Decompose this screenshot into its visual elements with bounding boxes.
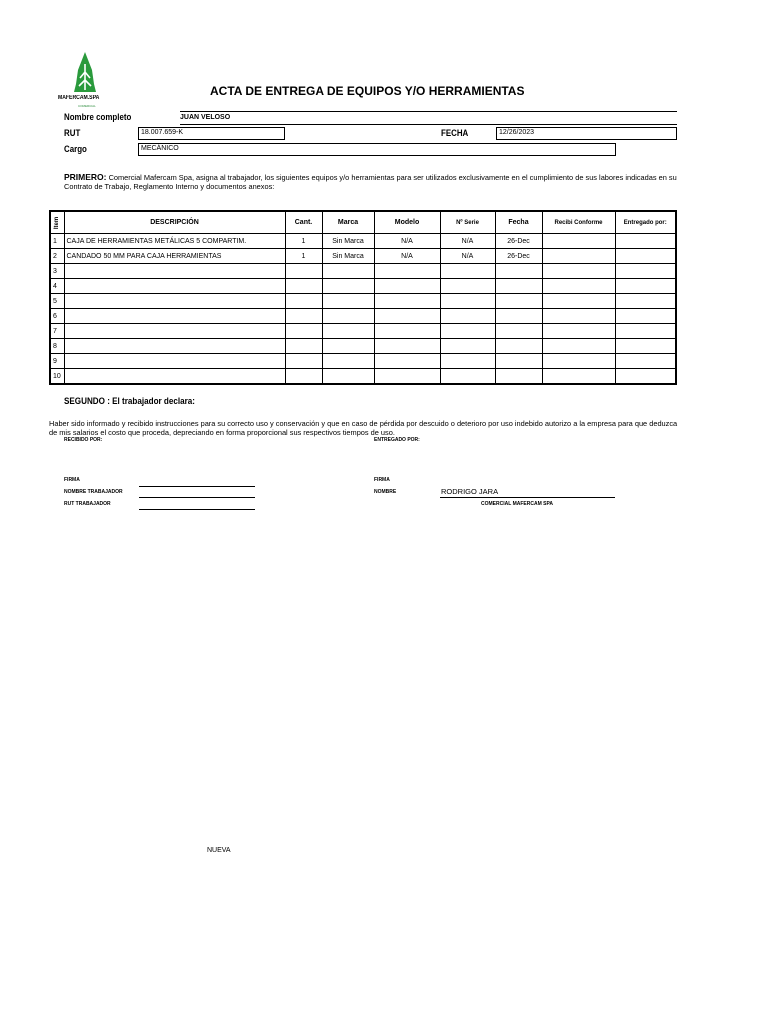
table-row xyxy=(50,339,676,354)
serie-cell[interactable] xyxy=(440,294,495,309)
item-number: 4 xyxy=(50,279,64,294)
recibi-conforme-cell[interactable] xyxy=(542,264,615,279)
marca-cell[interactable] xyxy=(322,369,374,385)
modelo-cell[interactable] xyxy=(374,264,440,279)
header-cant: Cant. xyxy=(285,211,322,234)
descripcion-cell[interactable] xyxy=(64,369,285,385)
segundo-paragraph: Haber sido informado y recibido instrucciones para su correcto uso y conservación y que en caso de pérdida por descuido o deterioro por uso indebido autorizo a la empresa para que deduzca de mis salarios el costo que proceda, depreciando en forma proporcional sus respectivos tiempos de uso. xyxy=(49,419,678,437)
table-row xyxy=(50,234,676,249)
fecha-cell[interactable]: 26-Dec xyxy=(495,249,542,264)
item-number: 6 xyxy=(50,309,64,324)
fecha-field[interactable]: 12/26/2023 xyxy=(496,127,677,140)
serie-cell[interactable] xyxy=(440,369,495,385)
entregado-por-cell[interactable] xyxy=(615,354,676,369)
cant-cell[interactable] xyxy=(285,324,322,339)
descripcion-cell[interactable]: CANDADO 50 MM PARA CAJA HERRAMIENTAS xyxy=(64,249,285,264)
entregado-por-cell[interactable] xyxy=(615,279,676,294)
serie-cell[interactable] xyxy=(440,324,495,339)
marca-cell[interactable]: Sin Marca xyxy=(322,234,374,249)
logo-subtitle: COMERCIAL xyxy=(78,104,96,108)
nombre-trabajador-line[interactable] xyxy=(139,497,255,498)
items-table xyxy=(49,210,677,385)
nombre-label: Nombre completo xyxy=(64,112,132,122)
fecha-cell[interactable] xyxy=(495,354,542,369)
modelo-cell[interactable] xyxy=(374,369,440,385)
table-header-row xyxy=(50,211,676,234)
recibi-conforme-cell[interactable] xyxy=(542,324,615,339)
rut-trabajador-label: RUT TRABAJADOR xyxy=(64,501,111,507)
descripcion-cell[interactable] xyxy=(64,264,285,279)
header-modelo: Modelo xyxy=(374,211,440,234)
logo-name: MAFERCAM.SPA xyxy=(58,95,100,101)
entregado-por-label: ENTREGADO POR: xyxy=(374,437,420,443)
modelo-cell[interactable] xyxy=(374,339,440,354)
table-row xyxy=(50,249,676,264)
serie-cell[interactable] xyxy=(440,279,495,294)
serie-cell[interactable]: N/A xyxy=(440,249,495,264)
nombre-entregador-value: RODRIGO JARA xyxy=(441,487,499,496)
serie-cell[interactable] xyxy=(440,264,495,279)
cant-cell[interactable] xyxy=(285,264,322,279)
modelo-cell[interactable]: N/A xyxy=(374,234,440,249)
cant-cell[interactable] xyxy=(285,279,322,294)
cargo-field[interactable]: MECÁNICO xyxy=(138,143,616,156)
fecha-cell[interactable] xyxy=(495,279,542,294)
entregado-por-cell[interactable] xyxy=(615,324,676,339)
cant-cell[interactable] xyxy=(285,354,322,369)
entregado-por-cell[interactable] xyxy=(615,369,676,385)
item-number: 7 xyxy=(50,324,64,339)
modelo-cell[interactable] xyxy=(374,354,440,369)
mafercam-logo xyxy=(62,52,108,110)
descripcion-cell[interactable] xyxy=(64,324,285,339)
recibi-conforme-cell[interactable] xyxy=(542,339,615,354)
rut-label: RUT xyxy=(64,128,81,138)
table-row xyxy=(50,309,676,324)
descripcion-cell[interactable] xyxy=(64,339,285,354)
header-entregado: Entregado por: xyxy=(615,211,676,234)
fecha-label: FECHA xyxy=(441,128,469,138)
header-serie: Nº Serie xyxy=(440,211,495,234)
table-row xyxy=(50,279,676,294)
modelo-cell[interactable] xyxy=(374,324,440,339)
fecha-cell[interactable] xyxy=(495,264,542,279)
nombre-value[interactable]: JUAN VELOSO xyxy=(180,112,677,125)
table-row xyxy=(50,294,676,309)
serie-cell[interactable] xyxy=(440,339,495,354)
recibi-conforme-cell[interactable] xyxy=(542,354,615,369)
cargo-label: Cargo xyxy=(64,144,87,154)
modelo-cell[interactable] xyxy=(374,294,440,309)
header-item: Item xyxy=(50,211,64,234)
entregado-por-cell[interactable] xyxy=(615,249,676,264)
company-name: COMERCIAL MAFERCAM SPA xyxy=(481,501,554,507)
item-number: 2 xyxy=(50,249,64,264)
cant-cell[interactable] xyxy=(285,339,322,354)
cant-cell[interactable] xyxy=(285,309,322,324)
recibido-por-label: RECIBIDO POR: xyxy=(64,437,103,443)
fecha-cell[interactable] xyxy=(495,294,542,309)
table-row xyxy=(50,354,676,369)
primero-label: PRIMERO: xyxy=(64,172,107,182)
fecha-cell[interactable] xyxy=(495,309,542,324)
modelo-cell[interactable] xyxy=(374,279,440,294)
rut-field[interactable]: 18.007.659-K xyxy=(138,127,285,140)
primero-paragraph xyxy=(64,173,684,191)
entregado-por-cell[interactable] xyxy=(615,234,676,249)
header-fecha: Fecha xyxy=(495,211,542,234)
nombre-label-right: NOMBRE xyxy=(374,489,397,495)
item-number: 8 xyxy=(50,339,64,354)
rut-trabajador-line[interactable] xyxy=(139,509,255,510)
table-row xyxy=(50,264,676,279)
entregado-por-cell[interactable] xyxy=(615,294,676,309)
table-row xyxy=(50,369,676,385)
cant-cell[interactable]: 1 xyxy=(285,249,322,264)
segundo-heading: SEGUNDO : El trabajador declara: xyxy=(64,396,195,406)
primero-text: Comercial Mafercam Spa, asigna al trabajador, los siguientes equipos y/o herramientas para ser utilizados exclusivamente en el cumplimiento de sus labores indicadas en su Contrato de Trabajo, Reglamento Interno y documentos anexos: xyxy=(64,173,677,191)
header-marca: Marca xyxy=(322,211,374,234)
item-number: 10 xyxy=(50,369,64,385)
fecha-cell[interactable]: 26-Dec xyxy=(495,234,542,249)
fecha-cell[interactable] xyxy=(495,369,542,385)
descripcion-cell[interactable] xyxy=(64,354,285,369)
recibi-conforme-cell[interactable] xyxy=(542,369,615,385)
serie-cell[interactable] xyxy=(440,309,495,324)
descripcion-cell[interactable] xyxy=(64,279,285,294)
header-recibi: Recibi Conforme xyxy=(542,211,615,234)
marca-cell[interactable] xyxy=(322,279,374,294)
recibi-conforme-cell[interactable] xyxy=(542,309,615,324)
firma-right-label: FIRMA xyxy=(374,477,390,483)
entregado-por-cell[interactable] xyxy=(615,264,676,279)
descripcion-cell[interactable] xyxy=(64,294,285,309)
item-number: 5 xyxy=(50,294,64,309)
marca-cell[interactable] xyxy=(322,264,374,279)
header-descripcion: DESCRIPCIÓN xyxy=(64,211,285,234)
serie-cell[interactable]: N/A xyxy=(440,234,495,249)
marca-cell[interactable]: Sin Marca xyxy=(322,249,374,264)
descripcion-cell[interactable] xyxy=(64,309,285,324)
item-number: 9 xyxy=(50,354,64,369)
recibi-conforme-cell[interactable] xyxy=(542,249,615,264)
nombre-trabajador-label: NOMBRE TRABAJADOR xyxy=(64,489,123,495)
cant-cell[interactable] xyxy=(285,294,322,309)
modelo-cell[interactable] xyxy=(374,309,440,324)
firma-line-left[interactable] xyxy=(139,486,255,487)
cant-cell[interactable]: 1 xyxy=(285,234,322,249)
item-number: 3 xyxy=(50,264,64,279)
serie-cell[interactable] xyxy=(440,354,495,369)
entregado-por-cell[interactable] xyxy=(615,339,676,354)
recibi-conforme-cell[interactable] xyxy=(542,234,615,249)
marca-cell[interactable] xyxy=(322,339,374,354)
marca-cell[interactable] xyxy=(322,309,374,324)
recibi-conforme-cell[interactable] xyxy=(542,279,615,294)
footer-note: NUEVA xyxy=(207,847,231,854)
modelo-cell[interactable]: N/A xyxy=(374,249,440,264)
cant-cell[interactable] xyxy=(285,369,322,385)
descripcion-cell[interactable]: CAJA DE HERRAMIENTAS METÁLICAS 5 COMPARTIM. xyxy=(64,234,285,249)
firma-left-label: FIRMA xyxy=(64,477,80,483)
item-number: 1 xyxy=(50,234,64,249)
nombre-entregador-line[interactable] xyxy=(440,497,615,498)
entregado-por-cell[interactable] xyxy=(615,309,676,324)
fecha-cell[interactable] xyxy=(495,324,542,339)
marca-cell[interactable] xyxy=(322,354,374,369)
marca-cell[interactable] xyxy=(322,294,374,309)
recibi-conforme-cell[interactable] xyxy=(542,294,615,309)
table-row xyxy=(50,324,676,339)
fecha-cell[interactable] xyxy=(495,339,542,354)
document-title: ACTA DE ENTREGA DE EQUIPOS Y/O HERRAMIENTAS xyxy=(210,84,525,98)
marca-cell[interactable] xyxy=(322,324,374,339)
